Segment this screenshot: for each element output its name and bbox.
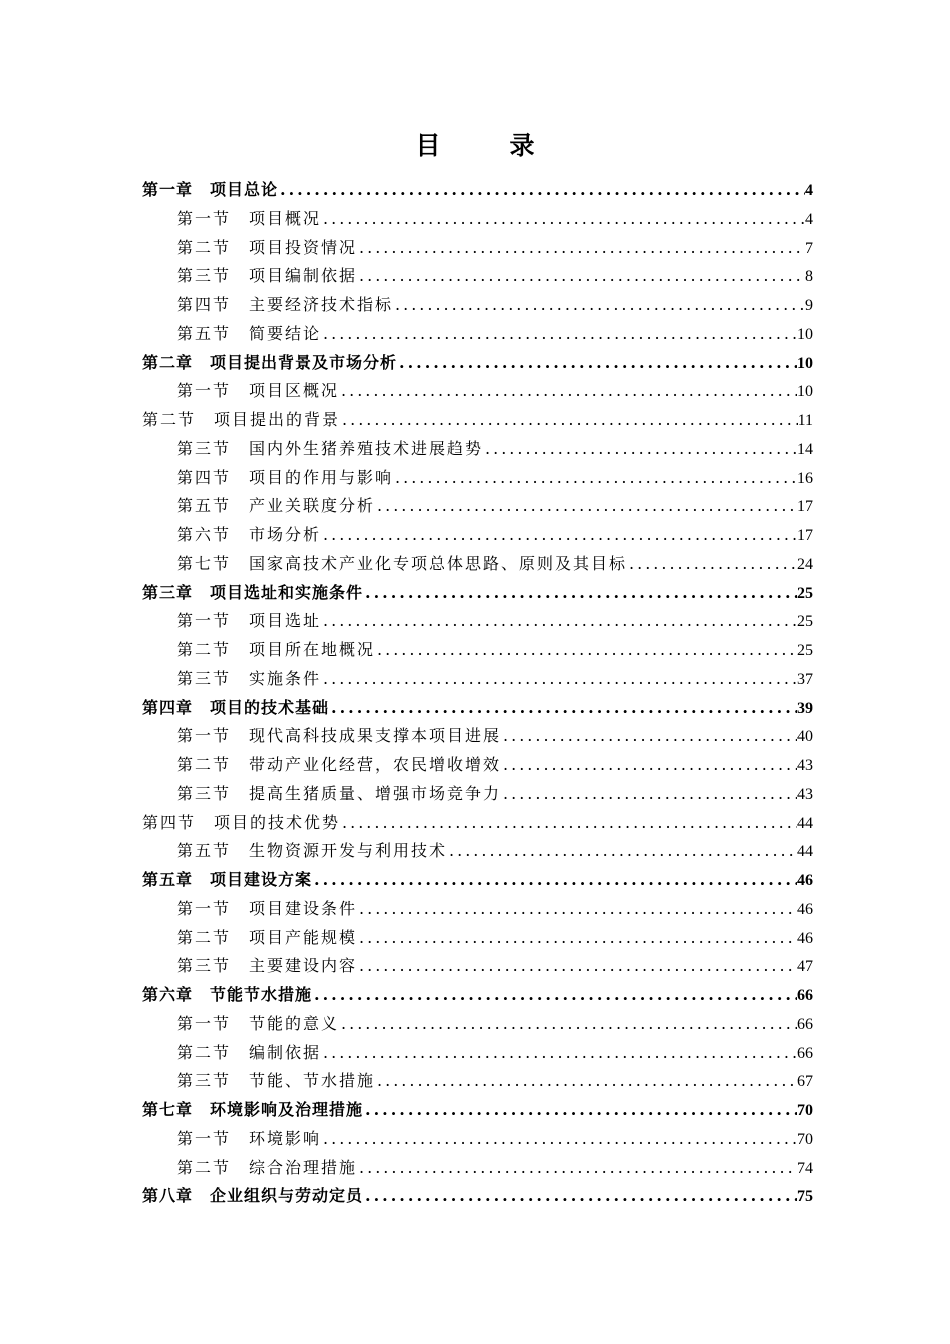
toc-section-entry[interactable] [142, 492, 813, 521]
toc-page-number: 24 [797, 555, 813, 573]
toc-entry-label: 第二章 项目提出背景及市场分析 [142, 352, 398, 372]
toc-dot-leader [501, 780, 797, 809]
toc-page-number: 9 [805, 297, 813, 314]
toc-entry-label: 第一节 现代高科技成果支撑本项目进展 [177, 726, 502, 746]
toc-page-number: 43 [797, 785, 813, 803]
toc-section-entry[interactable] [142, 291, 813, 320]
toc-entry-label: 第八章 企业组织与劳动定员 [142, 1186, 364, 1206]
toc-section-entry[interactable] [142, 320, 813, 349]
toc-page-number: 25 [797, 613, 813, 631]
toc-entry-label: 第三节 节能、节水措施 [177, 1071, 376, 1091]
toc-dot-leader [393, 464, 797, 493]
toc-entry-label: 第五章 项目建设方案 [142, 870, 313, 889]
toc-page-number: 70 [797, 1102, 813, 1119]
toc-page-number: 66 [797, 1044, 813, 1062]
toc-entry-label: 第五节 产业关联度分析 [177, 496, 376, 516]
toc-chapter-entry[interactable] [142, 579, 813, 608]
toc-dot-leader [397, 349, 797, 378]
toc-page-number: 11 [797, 412, 813, 429]
toc-page-number: 17 [797, 498, 813, 516]
toc-section-entry[interactable] [142, 924, 813, 953]
toc-entry-label: 第一节 项目选址 [177, 611, 322, 631]
toc-entry-label: 第四节 项目的作用与影响 [177, 467, 394, 487]
toc-entry-label: 第二节 项目所在地概况 [177, 640, 376, 659]
toc-entry-label: 第四节 项目的技术优势 [142, 812, 341, 832]
toc-dot-leader [278, 176, 805, 205]
toc-dot-leader [312, 866, 797, 895]
toc-dot-leader [357, 234, 805, 263]
toc-dot-leader [501, 722, 797, 751]
toc-entry-label: 第一节 项目建设条件 [177, 898, 358, 918]
toc-page-number: 7 [805, 239, 813, 257]
toc-page-number: 14 [797, 440, 813, 458]
toc-section-entry[interactable] [142, 895, 813, 924]
toc-page-number: 40 [797, 728, 813, 746]
toc-section-entry[interactable] [142, 435, 813, 464]
toc-section-entry[interactable] [142, 636, 813, 665]
toc-dot-leader [357, 952, 797, 981]
toc-section-entry[interactable] [142, 1039, 813, 1068]
toc-chapter-entry[interactable] [142, 866, 813, 895]
toc-chapter-entry[interactable] [142, 1182, 813, 1211]
toc-section-entry[interactable] [142, 234, 813, 263]
toc-page-number: 10 [797, 354, 813, 372]
toc-section-entry[interactable] [142, 607, 813, 636]
toc-section-entry[interactable] [142, 780, 813, 809]
toc-dot-leader [321, 205, 805, 234]
toc-dot-leader [375, 492, 797, 521]
toc-entry-label: 第一节 节能的意义 [177, 1013, 340, 1033]
toc-dot-leader [339, 377, 797, 406]
toc-page-number: 75 [797, 1188, 813, 1206]
toc-page-number: 66 [797, 1015, 813, 1033]
toc-section-entry[interactable] [142, 837, 813, 866]
toc-page-number: 44 [797, 814, 813, 832]
toc-dot-leader [447, 837, 797, 866]
toc-dot-leader [321, 521, 797, 550]
toc-dot-leader [363, 579, 797, 608]
toc-entry-label: 第二节 项目投资情况 [177, 237, 358, 257]
toc-dot-leader [321, 607, 797, 636]
toc-dot-leader [357, 262, 805, 291]
toc-dot-leader [329, 694, 797, 723]
toc-dot-leader [357, 924, 797, 953]
toc-entry-label: 第三节 项目编制依据 [177, 266, 358, 286]
toc-entry-label: 第三节 实施条件 [177, 668, 322, 688]
toc-page-number: 10 [797, 383, 813, 401]
toc-section-entry[interactable] [142, 550, 813, 579]
toc-section-entry[interactable] [142, 262, 813, 291]
toc-entry-label: 第四节 主要经济技术指标 [177, 295, 394, 314]
toc-entry-label: 第二节 项目提出的背景 [142, 410, 341, 429]
toc-page-number: 4 [805, 182, 813, 199]
toc-page-number: 4 [805, 210, 813, 228]
toc-entry-label: 第二节 带动产业化经营，农民增收增效 [177, 755, 502, 774]
toc-page-number: 67 [797, 1073, 813, 1091]
toc-entry-label: 第二节 编制依据 [177, 1042, 322, 1062]
toc-entry-label: 第七节 国家高技术产业化专项总体思路、原则及其目标 [177, 553, 628, 573]
toc-section-entry[interactable] [142, 377, 813, 406]
toc-chapter-entry[interactable] [142, 1096, 813, 1125]
toc-dot-leader [375, 1067, 797, 1096]
toc-page-number: 17 [797, 527, 813, 544]
toc-dot-leader [501, 751, 797, 780]
toc-section-entry[interactable] [142, 665, 813, 694]
toc-dot-leader [339, 1010, 797, 1039]
toc-page-number: 10 [797, 325, 813, 343]
toc-dot-leader [393, 291, 805, 320]
toc-entry-label: 第六章 节能节水措施 [142, 985, 313, 1004]
toc-dot-leader [627, 550, 797, 579]
toc-section-entry[interactable] [142, 521, 813, 550]
toc-page-number: 74 [797, 1159, 813, 1177]
toc-page-number: 25 [797, 584, 813, 602]
toc-section-entry[interactable] [142, 464, 813, 493]
toc-dot-leader [340, 809, 797, 838]
toc-page-number: 66 [797, 987, 813, 1004]
toc-entry-label: 第一章 项目总论 [142, 180, 279, 199]
toc-entry-label: 第五节 生物资源开发与利用技术 [177, 841, 448, 861]
toc-chapter-entry[interactable] [142, 176, 813, 205]
toc-chapter-entry[interactable] [142, 349, 813, 378]
toc-section-entry[interactable] [142, 1125, 813, 1154]
toc-entry-label: 第六节 市场分析 [177, 525, 322, 544]
toc-entry-label: 第七章 环境影响及治理措施 [142, 1100, 364, 1119]
toc-dot-leader [321, 1039, 797, 1068]
toc-dot-leader [363, 1096, 797, 1125]
toc-dot-leader [321, 320, 797, 349]
toc-section-entry[interactable] [142, 406, 813, 435]
toc-section-entry[interactable] [142, 1010, 813, 1039]
toc-section-entry[interactable] [142, 205, 813, 234]
toc-list [142, 176, 813, 1211]
toc-page-number: 47 [797, 958, 813, 976]
toc-page-number: 46 [797, 872, 813, 889]
toc-dot-leader [375, 636, 797, 665]
toc-entry-label: 第三节 主要建设内容 [177, 956, 358, 976]
toc-page-number: 46 [797, 900, 813, 918]
toc-entry-label: 第一节 项目概况 [177, 208, 322, 228]
toc-page-number: 39 [797, 699, 813, 717]
toc-entry-label: 第二节 项目产能规模 [177, 927, 358, 947]
toc-dot-leader [363, 1182, 797, 1211]
toc-section-entry[interactable] [142, 1067, 813, 1096]
toc-section-entry[interactable] [142, 722, 813, 751]
toc-dot-leader [321, 1125, 797, 1154]
toc-entry-label: 第五节 简要结论 [177, 323, 322, 343]
toc-page-number: 43 [797, 757, 813, 774]
toc-dot-leader [483, 435, 797, 464]
toc-dot-leader [357, 895, 797, 924]
toc-dot-leader [312, 981, 797, 1010]
toc-page-number: 44 [797, 843, 813, 861]
toc-entry-label: 第四章 项目的技术基础 [142, 697, 330, 717]
toc-dot-leader [357, 1154, 797, 1183]
toc-chapter-entry[interactable] [142, 981, 813, 1010]
toc-title: 目 录 [415, 131, 557, 160]
toc-page-number: 16 [797, 469, 813, 487]
toc-chapter-entry[interactable] [142, 694, 813, 723]
toc-section-entry[interactable] [142, 1154, 813, 1183]
toc-page-number: 70 [797, 1130, 813, 1148]
toc-page-number: 8 [805, 268, 813, 286]
toc-entry-label: 第一节 项目区概况 [177, 381, 340, 401]
toc-dot-leader [340, 406, 798, 435]
toc-entry-label: 第三节 提高生猪质量、增强市场竞争力 [177, 783, 502, 803]
toc-page-number: 37 [797, 670, 813, 688]
toc-dot-leader [321, 665, 797, 694]
toc-section-entry[interactable] [142, 809, 813, 838]
toc-entry-label: 第一节 环境影响 [177, 1128, 322, 1148]
toc-entry-label: 第三章 项目选址和实施条件 [142, 582, 364, 602]
toc-page-number: 25 [797, 642, 813, 659]
toc-entry-label: 第三节 国内外生猪养殖技术进展趋势 [177, 438, 484, 458]
toc-section-entry[interactable] [142, 952, 813, 981]
toc-entry-label: 第二节 综合治理措施 [177, 1157, 358, 1177]
toc-page-number: 46 [797, 929, 813, 947]
toc-section-entry[interactable] [142, 751, 813, 780]
